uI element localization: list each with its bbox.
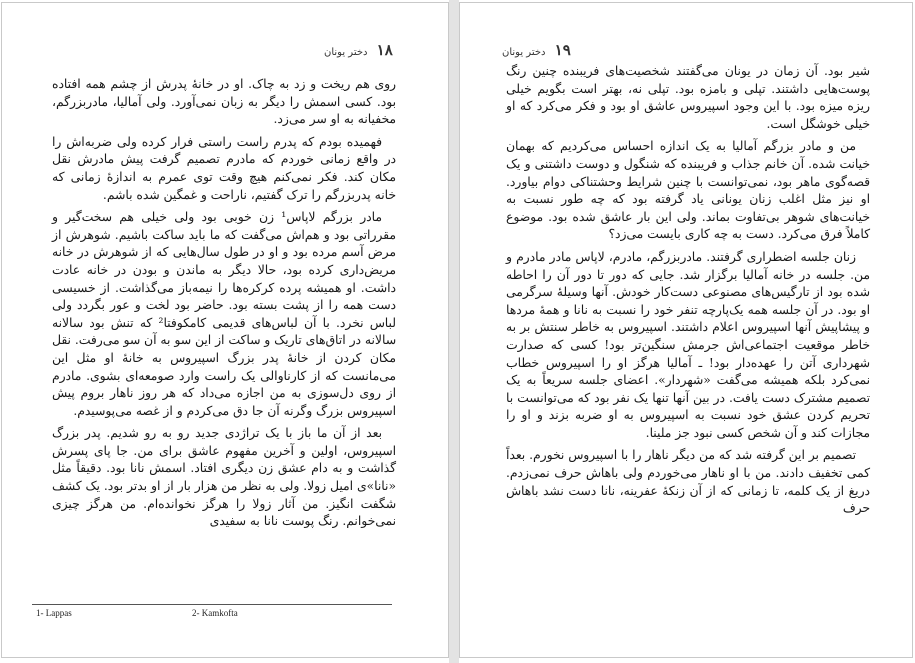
paragraph: تصمیم بر این گرفته شد که من دیگر ناهار را با اسپیروس نخورم. بعداً کمی تخفیف دادند. من با او ناهار می‌خوردم ولی باهاش حرف نمی‌زدم. دریغ از یک کلمه، تا زمانی که از آن زنکهٔ عفرینه، نانا دست نشد باهاش حرف [506,448,870,516]
paragraph: فهمیده بودم که پدرم راست راستی فرار کرده ولی ضربه‌اش را در واقع زمانی خوردم که مادرم تصمیم گرفت پیش مادرش نقل مکان کند. فکر نمی‌کنم هیچ وقت توی عمرم به اندازهٔ زمانی که خانه پدربزرگم را ترک گفتیم، ناراحت و غمگین شده باشم. [52,134,396,202]
page-body [52,76,396,536]
page-header [502,41,571,59]
book-gutter [449,0,459,663]
running-title: دختر یونان [502,47,546,58]
running-title: دختر یونان [324,47,368,58]
footnote: 1- Lappas [36,608,72,618]
page-number: ۱۹ [554,41,571,59]
footnotes [36,608,416,618]
left-page [1,2,449,658]
page-header [324,41,393,59]
paragraph: شیر بود. آن زمان در یونان می‌گفتند شخصیت‌های فریبنده چنین رنگ پوست‌هایی داشتند. تپلی و بامزه بود. تپلی نه، بهتر است بگویم خیلی ریزه میزه بود. با این وجود اسپیروس عاشق او بود و فکر می‌کرد که او خیلی خوشگل است. [506,64,870,131]
footnote: 2- Kamkofta [192,608,238,618]
paragraph: مادر بزرگم لاپاس¹ زن خوبی بود ولی خیلی هم سخت‌گیر و مقرراتی بود و هم‌اش می‌گفت که ما باید ساکت باشیم. شوهرش از مرض آسم مرده بود و او در طول سال‌هایی که از شوهرش در خانه مریض‌داری کرده بود، حالا دیگر به ماندن و بودن در خانه عادت داشت. او همیشه پرده کرکره‌ها را نیمه‌باز می‌گذاشت. از خسیسی دست همه را از پشت بسته بود. حاضر بود لخت و عور بگردد ولی لباس نخرد. با آن لباس‌های قدیمی کامکوفتا² که تنش بود سالانه سالانه در اتاق‌های تاریک و ساکت از این سو به آن سو می‌رفت. نقل مکان کردن از خانهٔ پدر بزرگ اسپیروس به خانهٔ او مثل این می‌مانست که از کارناوالی یک راست وارد صومعه‌ای بشوی. مادرم از روی دل‌سوزی به من اجازه می‌داد که هر روز ناهار بروم پیش اسپیروس بزرگ وگرنه آن جا دق می‌کردم و از غصه می‌پوسیدم. [52,210,396,418]
paragraph: بعد از آن ما باز با یک تراژدی جدید رو به رو شدیم. پدر بزرگ اسپیروس، اولین و آخرین مفهوم عاشق برای من. جا پای پسرش گذاشت و به دام عشق زن دیگری افتاد. اسمش نانا بود. دقیقاً مثل «نانا»ی امیل زولا. ولی به نظر من هزار بار از او بدتر بود. یک کشف شگفت انگیز. من آثار زولا را هرگز نخوانده‌ام. من هرگز چیزی نمی‌خوانم. رنگ پوست نانا به سفیدی [52,426,396,529]
page-number: ۱۸ [376,41,393,59]
paragraph: من و مادر بزرگم آمالیا به یک اندازه احساس می‌کردیم که بهمان خیانت شده. آن خانم جذاب و فریبنده که شنگول و دوست داشتنی و یک قصه‌گوی ماهر بود، نمی‌توانست با چنین شرایط وحشتناکی دوام بیاورد. او نیز مثل اغلب زنان یونانی یاد گرفته بود که چه طور نسبت به خیانت‌های شوهر بی‌تفاوت بماند. ولی این بار عاشق شده بود. موضوع کاملاً فرق می‌کرد. دست به چه کاری بایست می‌زد؟ [506,139,870,242]
right-page [459,2,913,658]
footnote-divider [32,604,392,605]
paragraph: روی هم ریخت و زد به چاک. او در خانهٔ پدرش از چشم همه افتاده بود. کسی اسمش را دیگر به زبان نمی‌آورد. ولی آمالیا، مادربزرگم، مخفیانه به او سر می‌زد. [52,77,396,127]
paragraph: زنان جلسه اضطراری گرفتند. مادربزرگم، مادرم، لاپاس مادر مادرم و من. جلسه در خانه آمالیا برگزار شد. جایی که دور تا دور آن را احاطه شده بود از تارگیس‌های مصنوعی دست‌کار خودش. آنها وسیلهٔ سرگرمی او بود. در آن جلسه همه یک‌پارچه تنفر خود را نسبت به نانا و همهٔ مردها و پیشاپیش آنها اسپیروس اعلام داشتند. اسپیروس به خاطر سنتش بر به خاطر موقعیت اجتماعی‌اش جرمش سنگین‌تر بود! کسی که صدارت شهرداری آتن را عهده‌دار بود! ـ آمالیا هرگز او را اسپیروس خطاب نمی‌کرد بلکه همیشه می‌گفت «شهردار». اعضای جلسه سریعاً به یک تصمیم مشترک دست یافت. در بین آنها تنها یک نفر بود که می‌توانست با تحریم کردن عشق خود نسبت به اسپیروس به او ضربه بزند و او را مجازات کند و آن شخص کسی نبود جز ملینا. [506,249,870,440]
page-body [506,63,870,523]
